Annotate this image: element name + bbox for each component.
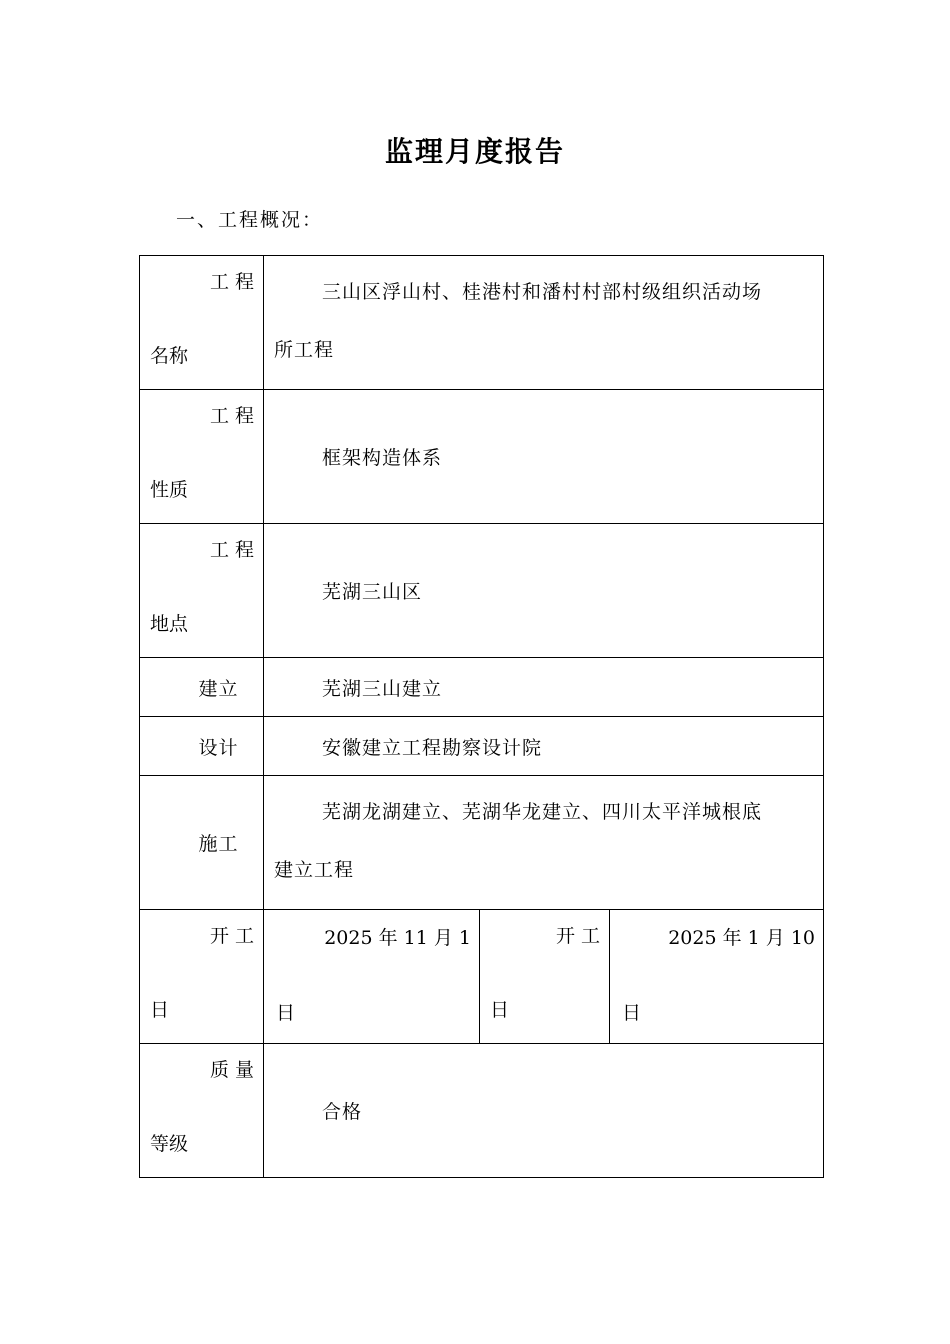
- row-project-location: [140, 524, 824, 658]
- value-quality: 合格: [264, 1044, 824, 1178]
- value-design: 安徽建立工程勘察设计院: [264, 717, 824, 776]
- row-project-name: [140, 256, 824, 390]
- value-build: 芜湖三山建立: [264, 658, 824, 717]
- value-line-1: 三山区浮山村、桂港村和潘村村部村级组织活动场: [322, 281, 763, 303]
- label-bottom: 地点: [150, 613, 189, 635]
- value-line-2: 建立工程: [274, 859, 355, 881]
- label-bottom: 等级: [150, 1133, 189, 1155]
- label-project-nature: [140, 390, 264, 524]
- row-construction: [140, 776, 824, 910]
- date-top: 2025 年 11 月 1: [324, 927, 471, 949]
- row-project-nature: [140, 390, 824, 524]
- label-project-name: [140, 256, 264, 390]
- label-build: 建立: [140, 658, 264, 717]
- label-top: 开 工: [555, 925, 600, 947]
- row-design: [140, 717, 824, 776]
- value-project-name: [264, 256, 824, 390]
- row-dates: [140, 910, 824, 1044]
- page-title: 监理月度报告: [384, 135, 565, 168]
- value-start-date: [264, 910, 480, 1044]
- label-top: 开 工: [209, 925, 254, 947]
- label-bottom: 性质: [150, 479, 189, 501]
- label-construction: 施工: [140, 776, 264, 910]
- date-bottom: 日: [276, 1002, 296, 1024]
- label-bottom: 日: [150, 999, 170, 1021]
- label-start-date: [140, 910, 264, 1044]
- section-heading: 一、工程概况：: [176, 209, 324, 231]
- row-quality: [140, 1044, 824, 1178]
- label-top: 工 程: [209, 539, 254, 561]
- value-construction: [264, 776, 824, 910]
- value-line-1: 芜湖龙湖建立、芜湖华龙建立、四川太平洋城根底: [322, 801, 763, 823]
- label-start-date-2: [480, 910, 610, 1044]
- row-build: [140, 658, 824, 717]
- date-bottom: 日: [622, 1002, 642, 1024]
- date-top: 2025 年 1 月 10: [668, 927, 815, 949]
- label-project-location: [140, 524, 264, 658]
- value-line-2: 所工程: [274, 339, 335, 361]
- label-top: 质 量: [209, 1059, 254, 1081]
- label-bottom: 名称: [150, 345, 189, 367]
- project-overview-table: [139, 255, 824, 1178]
- value-start-date-2: [610, 910, 824, 1044]
- label-top: 工 程: [209, 271, 254, 293]
- value-project-location: 芜湖三山区: [264, 524, 824, 658]
- label-top: 工 程: [209, 405, 254, 427]
- label-quality: [140, 1044, 264, 1178]
- label-design: 设计: [140, 717, 264, 776]
- value-project-nature: 框架构造体系: [264, 390, 824, 524]
- label-bottom: 日: [490, 999, 510, 1021]
